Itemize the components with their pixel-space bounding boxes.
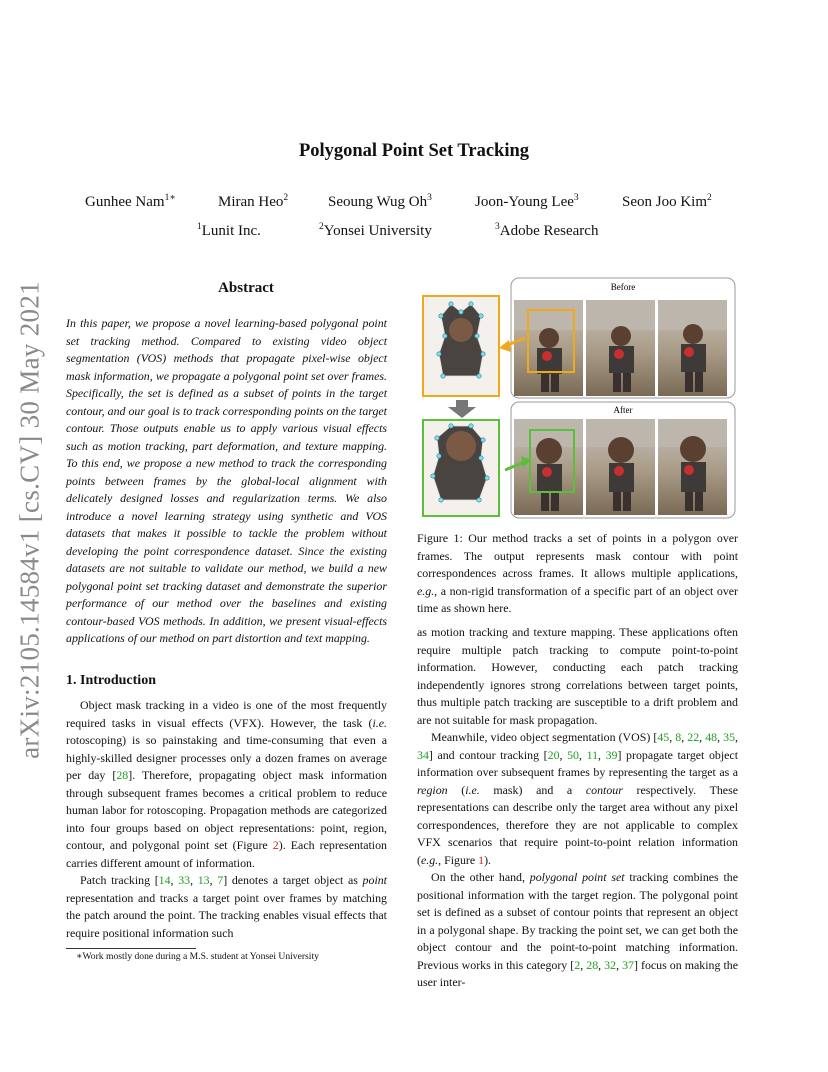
before-label: Before bbox=[610, 282, 636, 292]
before-arrow bbox=[499, 340, 511, 352]
paragraph: as motion tracking and texture mapping. These applications often require multiple patch tracking to compute point-to-point information. However, conducting each patch tracking independently ignores strong correlations between target points, thus multiple patch tracking are susceptible to a drift problem and are not suitable for mask propagation. bbox=[417, 625, 738, 727]
figure-link[interactable]: 1 bbox=[478, 852, 485, 867]
intro-column-left bbox=[66, 697, 387, 942]
citation-link[interactable]: 13 bbox=[197, 873, 210, 887]
citation-link[interactable]: 28 bbox=[116, 768, 129, 782]
citation-link[interactable]: 22 bbox=[687, 730, 700, 744]
citation-link[interactable]: 14 bbox=[158, 873, 171, 887]
paragraph: On the other hand, polygonal point set tracking combines the positional information with the target region. The polygonal point set is defined as a subset of contour points that represent an object in a polygonal shape. By tracking the point set, we can get both the object contour and the point-to-point matching information. Previous works in this category [2, 28, 32, 37] focus on making the user inter- bbox=[417, 870, 738, 989]
affiliation: $^1$Lunit Inc. bbox=[197, 222, 261, 239]
down-arrow bbox=[448, 407, 476, 418]
before-frame-2 bbox=[586, 300, 655, 396]
citation-link[interactable]: 34 bbox=[417, 747, 429, 762]
affiliation: $^3$Adobe Research bbox=[495, 222, 599, 239]
citation-link[interactable]: 37 bbox=[622, 957, 634, 972]
citation-link[interactable]: 48 bbox=[705, 730, 718, 744]
citation-link[interactable]: 45 bbox=[657, 730, 670, 744]
paragraph: Meanwhile, video object segmentation (VOS) [45, 8, 22, 48, 35, 34] and contour tracking [20, 50, 11, 39] propagate target object information over subsequent frames by representing the target as a region (i.e. mask) and a contour respectively. These representations can describe only the target area without any pixel correspondences, therefore they are not applicable to complex VFX scenarios that require point-to-point relation information (e.g., Figure 1). bbox=[417, 730, 739, 867]
before-frame-3 bbox=[658, 300, 727, 396]
author-name: Miran Heo$^2$ bbox=[218, 193, 289, 210]
figure-1 bbox=[421, 276, 737, 520]
paragraph: Object mask tracking in a video is one of the most frequently required tasks in visual effects (VFX). However, the task (i.e. rotoscoping) is so painstaking and time-consuming that even a highly-skilled designer processes only a dozen frames on average per day [28]. Therefore, propagating object mask information through subsequent frames becomes a critical problem to reduce human labor for rotoscoping. Propagation methods are categorized into four groups based on object representations: point, region, contour, and polygonal point set (Figure 2). Each representation carries different amount of information. bbox=[66, 698, 387, 870]
before-frame-1 bbox=[514, 300, 583, 396]
footnote: ∗Work mostly done during a M.S. student at Yonsei University bbox=[76, 951, 319, 962]
citation-link[interactable]: 39 bbox=[605, 747, 618, 762]
citation-link[interactable]: 7 bbox=[217, 873, 224, 887]
author-name: Seoung Wug Oh$^3$ bbox=[328, 193, 432, 210]
abstract-text: In this paper, we propose a novel learning-based polygonal point set tracking method. Compared to existing video object segmentation (VOS) methods that propagate pixel-wise object mask information, we propagate a polygonal point set over frames. Specifically, the set is defined as a subset of points in the target contour, and our goal is to track corresponding points on the target contour. Those outputs enable us to apply various visual effects such as motion tracking, part deformation, and texture mapping. To this end, we propose a new method to track the corresponding points between frames by the global-local alignment with delicately designed losses and regularization terms. We also introduce a novel learning strategy using synthetic and VOS datasets that makes it possible to tackle the problem without developing the point correspondence dataset. Since the existing datasets are not suitable to validate our method, we build a new polygonal point set tracking dataset and demonstrate the superior performance of our method over the baselines and existing contour-based VOS methods. In addition, we present visual-effects applications of our method on part distortion and text mapping. bbox=[66, 316, 387, 645]
paper-title: Polygonal Point Set Tracking bbox=[298, 141, 530, 161]
after-frame-2 bbox=[586, 419, 655, 515]
author-name: Seon Joo Kim$^2$ bbox=[622, 193, 712, 210]
after-label: After bbox=[613, 405, 633, 415]
citation-link[interactable]: 50 bbox=[567, 747, 579, 762]
citation-link[interactable]: 11 bbox=[586, 747, 599, 762]
citation-link[interactable]: 20 bbox=[547, 747, 560, 762]
citation-link[interactable]: 33 bbox=[178, 873, 191, 887]
after-frame-3 bbox=[658, 419, 727, 515]
citation-link[interactable]: 28 bbox=[586, 957, 599, 972]
figure-caption: Figure 1: Our method tracks a set of points in a polygon over frames. The output represents mask contour with point correspondences across frames. It allows multiple applications, e.g., a non-rigid transformation of a specific part of an object over time as shown here. bbox=[417, 531, 738, 615]
arxiv-stamp: arXiv:2105.14584v1 [cs.CV] 30 May 2021 bbox=[14, 281, 45, 759]
citation-link[interactable]: 35 bbox=[723, 730, 736, 744]
abstract-heading: Abstract bbox=[218, 280, 274, 296]
section-heading: 1. Introduction bbox=[66, 673, 156, 688]
footnote-rule bbox=[66, 948, 196, 949]
citation-link[interactable]: 32 bbox=[604, 957, 617, 972]
affiliation: $^2$Yonsei University bbox=[319, 222, 432, 239]
figure-link[interactable]: 2 bbox=[272, 838, 279, 852]
author-name: Gunhee Nam$^{1∗}$ bbox=[85, 193, 176, 210]
author-name: Joon-Young Lee$^3$ bbox=[475, 193, 579, 210]
citation-link[interactable]: 2 bbox=[574, 957, 581, 972]
intro-column-right bbox=[417, 624, 738, 992]
citation-link[interactable]: 8 bbox=[675, 730, 682, 744]
paragraph: Patch tracking [14, 33, 13, 7] denotes a target object as point representation and tracks a target point over frames by matching the patch around the point. The tracking enables visual effects that require positional information such bbox=[66, 873, 387, 940]
after-frame-1 bbox=[514, 419, 583, 515]
